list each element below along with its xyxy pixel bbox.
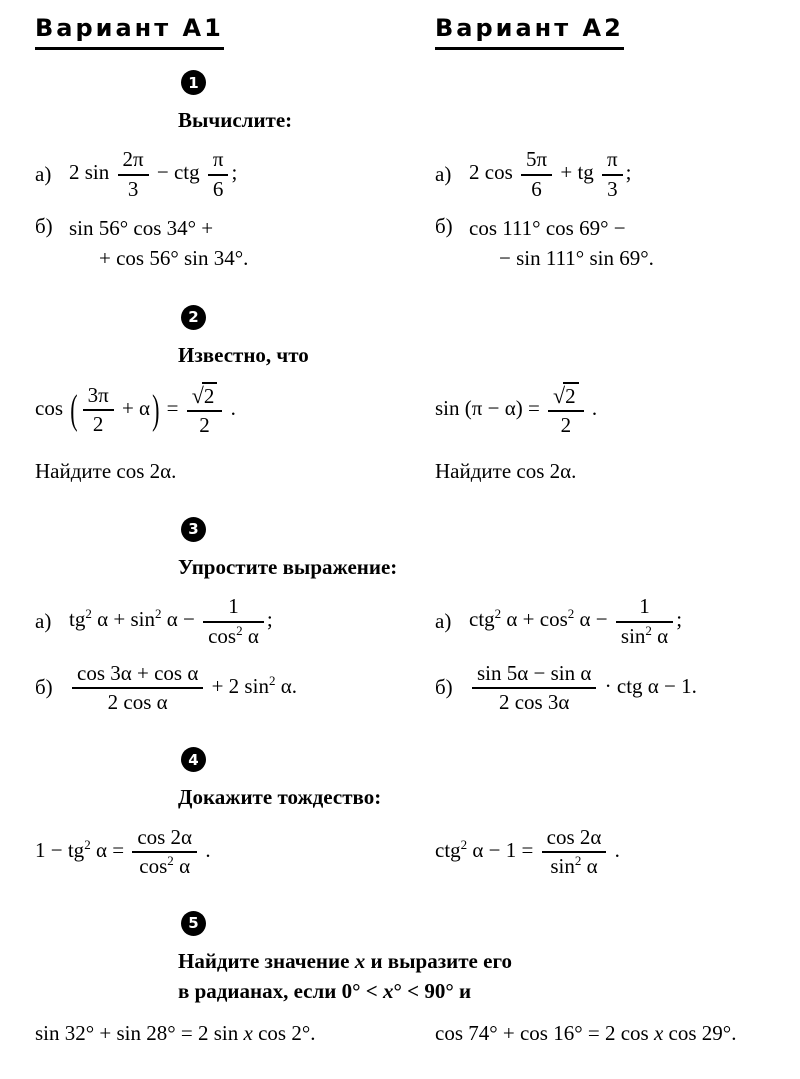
- variant-a1-cell: [35, 14, 435, 50]
- square-root: √2: [192, 382, 218, 409]
- task-4-columns: [35, 825, 772, 891]
- task-1: [35, 70, 772, 285]
- item-label: б): [35, 213, 53, 238]
- formula: [35, 1019, 316, 1047]
- square-root: √2: [553, 382, 579, 409]
- task-4-title: [178, 782, 772, 812]
- math-line: − sin 111° sin 69°.: [499, 246, 654, 271]
- math-line: $\frac{\text{cos 3α + cos α}}{\text{2 cos α}}$ + 2 $\sin^2 \alpha$.: [69, 661, 297, 715]
- task-1-a1-item-b: [35, 214, 435, 273]
- math-line: cos ( $\frac{3\pi}{2}$ + α) = $\frac{√2}{2}$ .: [35, 382, 236, 438]
- formula: [35, 382, 236, 439]
- task-2-a1-question: [35, 457, 435, 485]
- fraction: $\frac{√2}{2}$: [187, 382, 223, 439]
- variants-header: [35, 14, 772, 50]
- variant-a1-heading: Вариант А1: [35, 14, 224, 50]
- big-paren: (: [70, 386, 78, 433]
- task-2-a2-formula: [435, 382, 772, 439]
- task-4-a1-formula: [35, 825, 435, 879]
- task-5-title: [178, 946, 772, 1007]
- formula: [69, 214, 248, 273]
- task-5: [35, 911, 772, 1059]
- big-paren: ): [152, 386, 160, 433]
- variant-a2-heading: Вариант А2: [435, 14, 624, 50]
- item-label: а): [35, 162, 52, 187]
- task-2: [35, 305, 772, 497]
- task-3-col-a1: [35, 594, 435, 727]
- fraction: $\frac{2\pi}{3}$: [118, 147, 149, 201]
- fraction: $\frac{5\pi}{6}$: [521, 147, 552, 201]
- task-3: [35, 517, 772, 727]
- task-3-a2-item-b: [435, 661, 772, 715]
- task-3-a1-item-a: [35, 594, 435, 648]
- fraction: $\frac{\cos 2\alpha}{\cos^2 \alpha}$: [132, 825, 197, 879]
- math-line: sin 32° + sin 28° = 2 sin x cos 2°.: [35, 1020, 316, 1045]
- formula: [469, 661, 697, 715]
- item-label: а): [35, 609, 52, 634]
- task-1-col-a1: [35, 147, 435, 284]
- math-line: cos 111° cos 69° −: [469, 215, 626, 240]
- fraction: $\frac{1}{\sin^2 \alpha}$: [616, 594, 673, 648]
- math-line: ctg$^2$ $\alpha + \cos^2 \alpha$ − $\frac{1}{\sin^2 \alpha}$ ;: [469, 594, 683, 648]
- math-line: sin (π − α) = $\frac{√2}{2}$ .: [435, 382, 598, 438]
- task-5-number-badge: 5: [181, 911, 206, 936]
- formula: [435, 457, 576, 485]
- formula: [469, 147, 632, 201]
- task-3-a2-item-a: [435, 594, 772, 648]
- math-line: 2 sin $\frac{2\pi}{3}$ − ctg $\frac{\pi}{6}$ ;: [69, 147, 238, 201]
- task-4-number-badge: 4: [181, 747, 206, 772]
- task-3-col-a2: [435, 594, 772, 727]
- task-3-a1-item-b: [35, 661, 435, 715]
- math-line: sin 56° cos 34° +: [69, 215, 214, 240]
- task-1-columns: [35, 147, 772, 284]
- math-line: ctg$^2$ α − 1 = $\frac{\cos 2\alpha}{\sin^2 \alpha}$ .: [435, 824, 620, 878]
- task-1-a2-item-a: [435, 147, 772, 201]
- task-1-a2-item-b: [435, 214, 772, 273]
- item-label: а): [435, 609, 452, 634]
- fraction: $\frac{\cos 2\alpha}{\sin^2 \alpha}$: [542, 825, 607, 879]
- math-line: Докажите тождество:: [178, 785, 382, 810]
- formula: [35, 457, 176, 485]
- task-4-a2-formula: [435, 825, 772, 879]
- math-line: Упростите выражение:: [178, 554, 398, 579]
- task-4: [35, 747, 772, 891]
- task-2-number-badge: 2: [181, 305, 206, 330]
- formula: [435, 825, 620, 879]
- item-label: б): [435, 675, 453, 700]
- task-4-col-a2: [435, 825, 772, 891]
- formula: [435, 382, 597, 439]
- math-line: Найдите значение x и выразите его: [178, 948, 512, 973]
- math-line: Известно, что: [178, 342, 309, 367]
- math-line: Вычислите:: [178, 108, 293, 132]
- item-label: б): [35, 675, 53, 700]
- math-line: в радианах, если 0° < x° < 90° и: [178, 979, 472, 1004]
- formula: [435, 1019, 736, 1047]
- formula: [35, 825, 211, 879]
- math-line: $\frac{\text{sin 5α − sin α}}{2 \cos 3\alpha}$ · ctg α − 1.: [469, 661, 697, 715]
- formula: [69, 594, 273, 648]
- fraction: $\frac{\text{sin 5α − sin α}}{2 \cos 3\alpha}$: [472, 661, 596, 715]
- task-1-number-badge: 1: [181, 70, 206, 95]
- math-line: + cos 56° sin 34°.: [99, 246, 249, 271]
- item-label: а): [435, 162, 452, 187]
- fraction: $\frac{\text{cos 3α + cos α}}{\text{2 cos α}}$: [72, 661, 203, 715]
- formula: [69, 147, 237, 201]
- fraction: $\frac{\pi}{6}$: [208, 147, 229, 201]
- task-4-col-a1: [35, 825, 435, 891]
- task-5-col-a1: [35, 1019, 435, 1059]
- task-2-a2-question: [435, 457, 772, 485]
- formula: [469, 214, 654, 273]
- task-5-col-a2: [435, 1019, 772, 1059]
- task-2-col-a2: [435, 382, 772, 497]
- math-line: cos 74° + cos 16° = 2 cos x cos 29°.: [435, 1020, 737, 1045]
- task-5-a1-formula: [35, 1019, 435, 1047]
- math-line: $1 - tg^2$ α = $\frac{\cos 2\alpha}{\cos^2 \alpha}$ .: [35, 824, 211, 878]
- formula: [469, 594, 682, 648]
- task-5-a2-formula: [435, 1019, 772, 1047]
- fraction: $\frac{1}{\cos^2 \alpha}$: [203, 594, 264, 648]
- formula: [69, 661, 297, 715]
- task-3-number-badge: 3: [181, 517, 206, 542]
- task-2-columns: [35, 382, 772, 497]
- item-label: б): [435, 213, 453, 238]
- math-line: Найдите cos 2α.: [35, 458, 177, 483]
- task-1-col-a2: [435, 147, 772, 284]
- fraction: $\frac{\pi}{3}$: [602, 147, 623, 201]
- task-3-title: [178, 552, 772, 582]
- task-2-col-a1: [35, 382, 435, 497]
- math-line: $tg^2$ $\alpha + \sin^2 \alpha$ − $\frac{1}{\cos^2 \alpha}$ ;: [69, 594, 273, 648]
- task-3-columns: [35, 594, 772, 727]
- fraction: $\frac{√2}{2}$: [548, 382, 584, 439]
- task-5-columns: [35, 1019, 772, 1059]
- task-1-a1-item-a: [35, 147, 435, 201]
- math-line: Найдите cos 2α.: [435, 458, 577, 483]
- task-2-title: [178, 340, 772, 370]
- math-line: 2 cos $\frac{5\pi}{6}$ + tg $\frac{\pi}{3}$ ;: [469, 147, 632, 201]
- task-1-title: [178, 105, 772, 135]
- task-2-a1-formula: [35, 382, 435, 439]
- fraction: $\frac{3\pi}{2}$: [83, 383, 114, 437]
- variant-a2-cell: [435, 14, 772, 50]
